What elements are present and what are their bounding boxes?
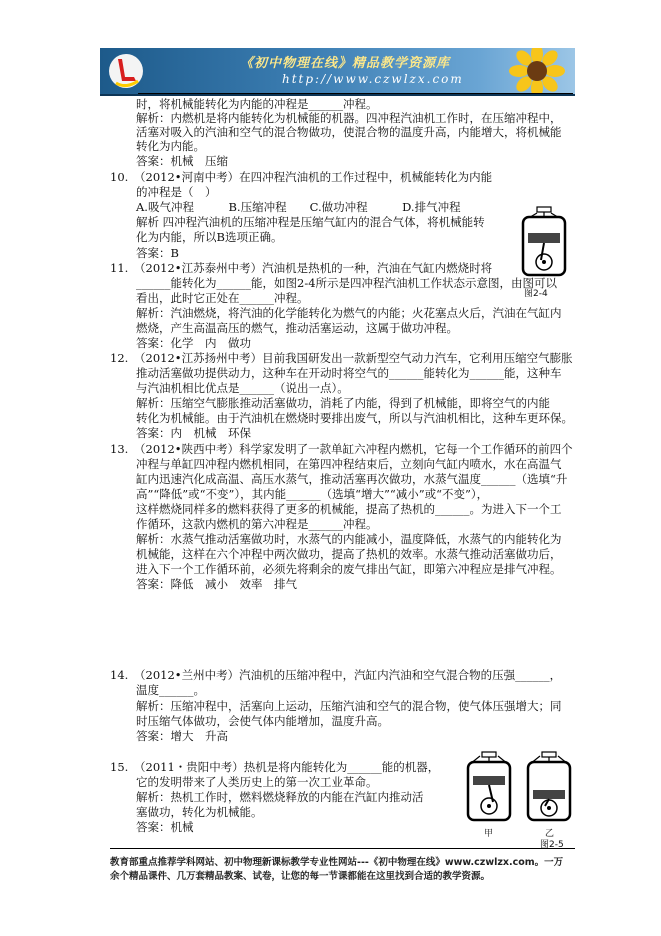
text-line: 推动活塞做功提供动力，这种车在开动时将空气的______能转化为______能，这种车: [136, 366, 562, 380]
figure-2-4-caption: 图2-4: [524, 289, 548, 299]
footer-rule: [110, 848, 575, 849]
footer-line-2: 余个精品课件、几万套精品教案、试卷，让您的每一节课都能在这里找到合适的教学资源。: [110, 871, 491, 882]
text-line: 化为内能，所以B选项正确。: [136, 230, 283, 244]
text-line: 时，将机械能转化为内能的冲程是______冲程。: [136, 97, 378, 111]
footer-line-1: 教育部重点推荐学科网站、初中物理新课标教学专业性网站---《初中物理在线》www.czwlzx.com。一万: [110, 857, 564, 868]
banner-title: 《初中物理在线》精品教学资源库: [240, 56, 451, 71]
engine-figure-2-5-right: [520, 750, 578, 825]
text-line: A.吸气冲程 B.压缩冲程 C.做功冲程 D.排气冲程: [136, 200, 461, 214]
text-line: 机械能，这样在六个冲程中两次做功，提高了热机的效率。水蒸气推动活塞做功后，: [136, 547, 562, 561]
engine-figure-2-4: [515, 205, 573, 280]
text-line: 答案：增大 升高: [136, 729, 228, 743]
text-line: 燃烧，产生高温高压的燃气，推动活塞运动，这属于做功冲程。: [136, 321, 458, 335]
text-line: 它的发明带来了人类历史上的第一次工业革命。: [136, 775, 378, 789]
text-line: 15. （2011・贵阳中考）热机是将内能转化为______能的机器，: [110, 760, 440, 774]
text-line: 看出，此时它正处在______冲程。: [136, 291, 309, 305]
text-line: 转化为内能。: [136, 139, 205, 153]
text-line: 这样燃烧同样多的燃料获得了更多的机械能，提高了热机的______。为进入下一个工: [136, 502, 562, 516]
header-rule: [138, 93, 573, 94]
text-line: 解析：热机工作时，燃料燃烧释放的内能在汽缸内推动活: [136, 790, 424, 804]
text-line: 缸内迅速汽化成高温、高压水蒸气，推动活塞再次做功，水蒸气温度______（选填“升: [136, 472, 568, 486]
text-line: 解析 四冲程汽油机的压缩冲程是压缩气缸内的混合气体，将机械能转: [136, 215, 485, 229]
text-line: 的冲程是（ ）: [136, 185, 217, 199]
text-line: 作循环，这款内燃机的第六冲程是______冲程。: [136, 517, 378, 531]
text-line: 进入下一个工作循环前，必须先将剩余的废气排出气缸，即第六冲程应是排气冲程。: [136, 562, 562, 576]
text-line: 解析：汽油燃烧，将汽油的化学能转化为燃气的内能；火花塞点火后，汽油在气缸内: [136, 306, 562, 320]
text-line: 12. （2012•江苏扬州中考）目前我国研发出一款新型空气动力汽车，它利用压缩空气膨胀: [110, 351, 573, 365]
text-line: 13. （2012•陕西中考）科学家发明了一款单缸六冲程内燃机，它每一个工作循环的前四个: [110, 442, 573, 456]
text-line: 转化为机械能。由于汽油机在燃烧时要排出废气，所以与汽油机相比，这种车更环保。: [136, 411, 573, 425]
text-line: 冲程与单缸四冲程内燃机相同，在第四冲程结束后，立刻向气缸内喷水，水在高温气: [136, 457, 562, 471]
engine-figure-2-5-left: [460, 750, 518, 825]
text-line: 解析：压缩冲程中，活塞向上运动，压缩汽油和空气的混合物，使气体压强增大；同: [136, 699, 562, 713]
text-line: ______能转化为______能，如图2-4所示是四冲程汽油机工作状态示意图，由图可以: [136, 276, 558, 290]
text-line: 与汽油机相比优点是______（说出一点）。: [136, 381, 349, 395]
banner-url: http://www.czwlzx.com: [282, 72, 464, 86]
figure-2-5-left-label: 甲: [484, 829, 494, 839]
text-line: 活塞对吸入的汽油和空气的混合物做功，使混合物的温度升高，内能增大，将机械能: [136, 125, 562, 139]
text-line: 答案：化学 内 做功: [136, 336, 251, 350]
text-line: 塞做功，转化为机械能。: [136, 805, 263, 819]
text-line: 解析：水蒸气推动活塞做功时，水蒸气的内能减小，温度降低，水蒸气的内能转化为: [136, 532, 562, 546]
text-line: 解析：压缩空气膨胀推动活塞做功，消耗了内能，得到了机械能，即将空气的内能: [136, 396, 550, 410]
text-line: 14. （2012•兰州中考）汽油机的压缩冲程中，汽缸内汽油和空气混合物的压强______，: [110, 668, 562, 682]
logo-icon: [108, 51, 144, 91]
text-line: 高”“降低”或“不变”），其内能______（选填“增大”“减小”或“不变”），: [136, 487, 489, 501]
header-banner: [100, 48, 575, 96]
text-line: 时压缩气体做功，会使气体内能增加，温度升高。: [136, 714, 389, 728]
text-line: 10. （2012•河南中考）在四冲程汽油机的工作过程中，机械能转化为内能: [110, 170, 493, 184]
text-line: 答案：B: [136, 246, 179, 260]
text-line: 温度______。: [136, 683, 205, 697]
text-line: 答案：机械: [136, 820, 194, 834]
text-line: 11. （2012•江苏泰州中考）汽油机是热机的一种，汽油在气缸内燃烧时将: [110, 261, 493, 275]
figure-2-5-caption: 图2-5: [540, 840, 564, 850]
sunflower-icon: [499, 48, 569, 94]
text-line: 答案：内 机械 环保: [136, 426, 251, 440]
text-line: 答案：机械 压缩: [136, 154, 228, 168]
text-line: 答案：降低 减小 效率 排气: [136, 577, 297, 591]
text-line: 解析：内燃机是将内能转化为机械能的机器。四冲程汽油机工作时，在压缩冲程中，: [136, 111, 562, 125]
figure-2-5-right-label: 乙: [545, 829, 555, 839]
